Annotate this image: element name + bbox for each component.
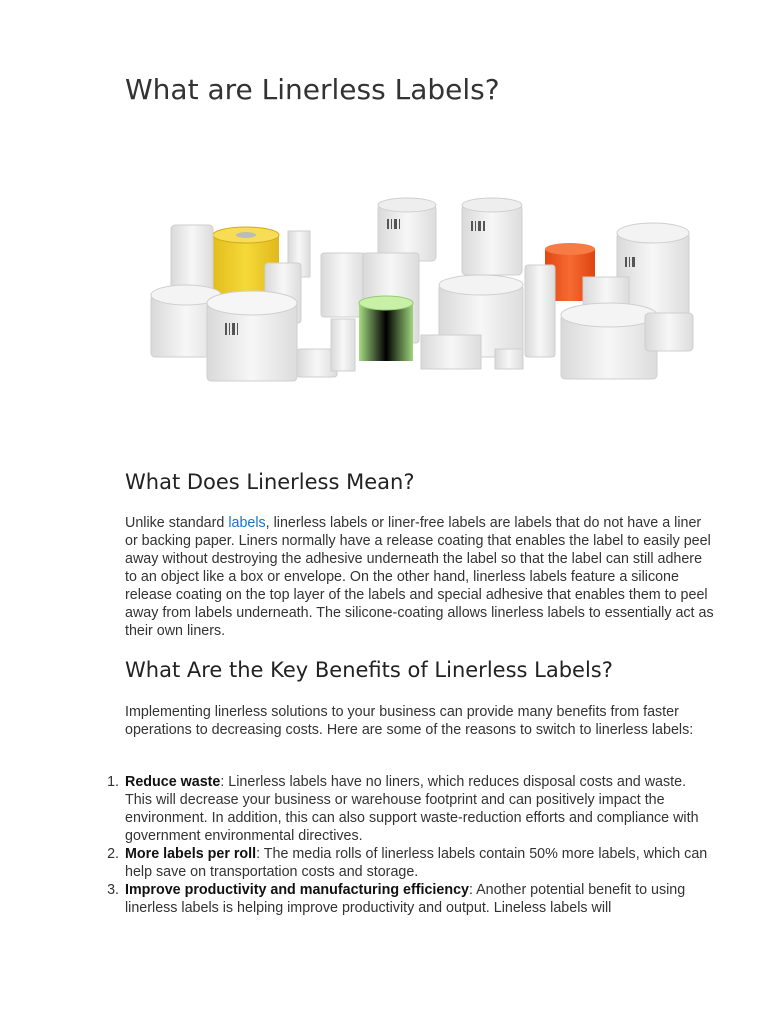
list-number: 2. [107, 846, 119, 862]
section-heading-linerless-mean: What Does Linerless Mean? [125, 470, 415, 494]
label-rolls-image [125, 127, 715, 445]
list-number: 3. [107, 882, 119, 898]
labels-link[interactable]: labels [228, 515, 266, 531]
benefits-intro: Implementing linerless solutions to your business can provide many benefits from faster operations to decreasing costs. Here are some of the reasons to switch to linerless labels: [125, 704, 694, 738]
paragraph-text: Unlike standard [125, 515, 229, 531]
list-item-text: : Linerless labels have no liners, which reduces disposal costs and waste. This will decrease your business or warehouse footprint and can positively impact the environment. In addition, this can also support waste-reduction efforts and compliance with government environmental directives. [125, 774, 699, 844]
list-item [107, 881, 715, 917]
list-item-term: Improve productivity and manufacturing efficiency [125, 882, 469, 898]
list-item [107, 845, 715, 881]
list-item-term: More labels per roll [125, 846, 257, 862]
label-rolls-illustration [125, 127, 715, 445]
list-item-term: Reduce waste [125, 774, 221, 790]
list-item-text: : The media rolls of linerless labels contain 50% more labels, which can help save on transportation costs and storage. [125, 846, 708, 880]
list-item [107, 773, 715, 845]
list-item-text: : Another potential benefit to using linerless labels is helping improve productivity and output. Lineless labels will [125, 882, 686, 916]
section-paragraph [125, 514, 715, 640]
page-title: What are Linerless Labels? [125, 73, 500, 106]
list-number: 1. [107, 774, 119, 790]
section-heading-key-benefits: What Are the Key Benefits of Linerless Labels? [125, 658, 613, 682]
paragraph-text: , linerless labels or liner-free labels are labels that do not have a liner or backing paper. Liners normally have a release coating that enables the label to easily peel away without destroying the adhesive underneath the label so that the label can still adhere to an object like a box or envelope. On the other hand, linerless labels feature a silicone release coating on the top layer of the labels and special adhesive that enables them to peel away from labels underneath. The silicone-coating allows linerless labels to essentially act as their own liners. [125, 515, 714, 639]
benefits-list [107, 773, 715, 917]
